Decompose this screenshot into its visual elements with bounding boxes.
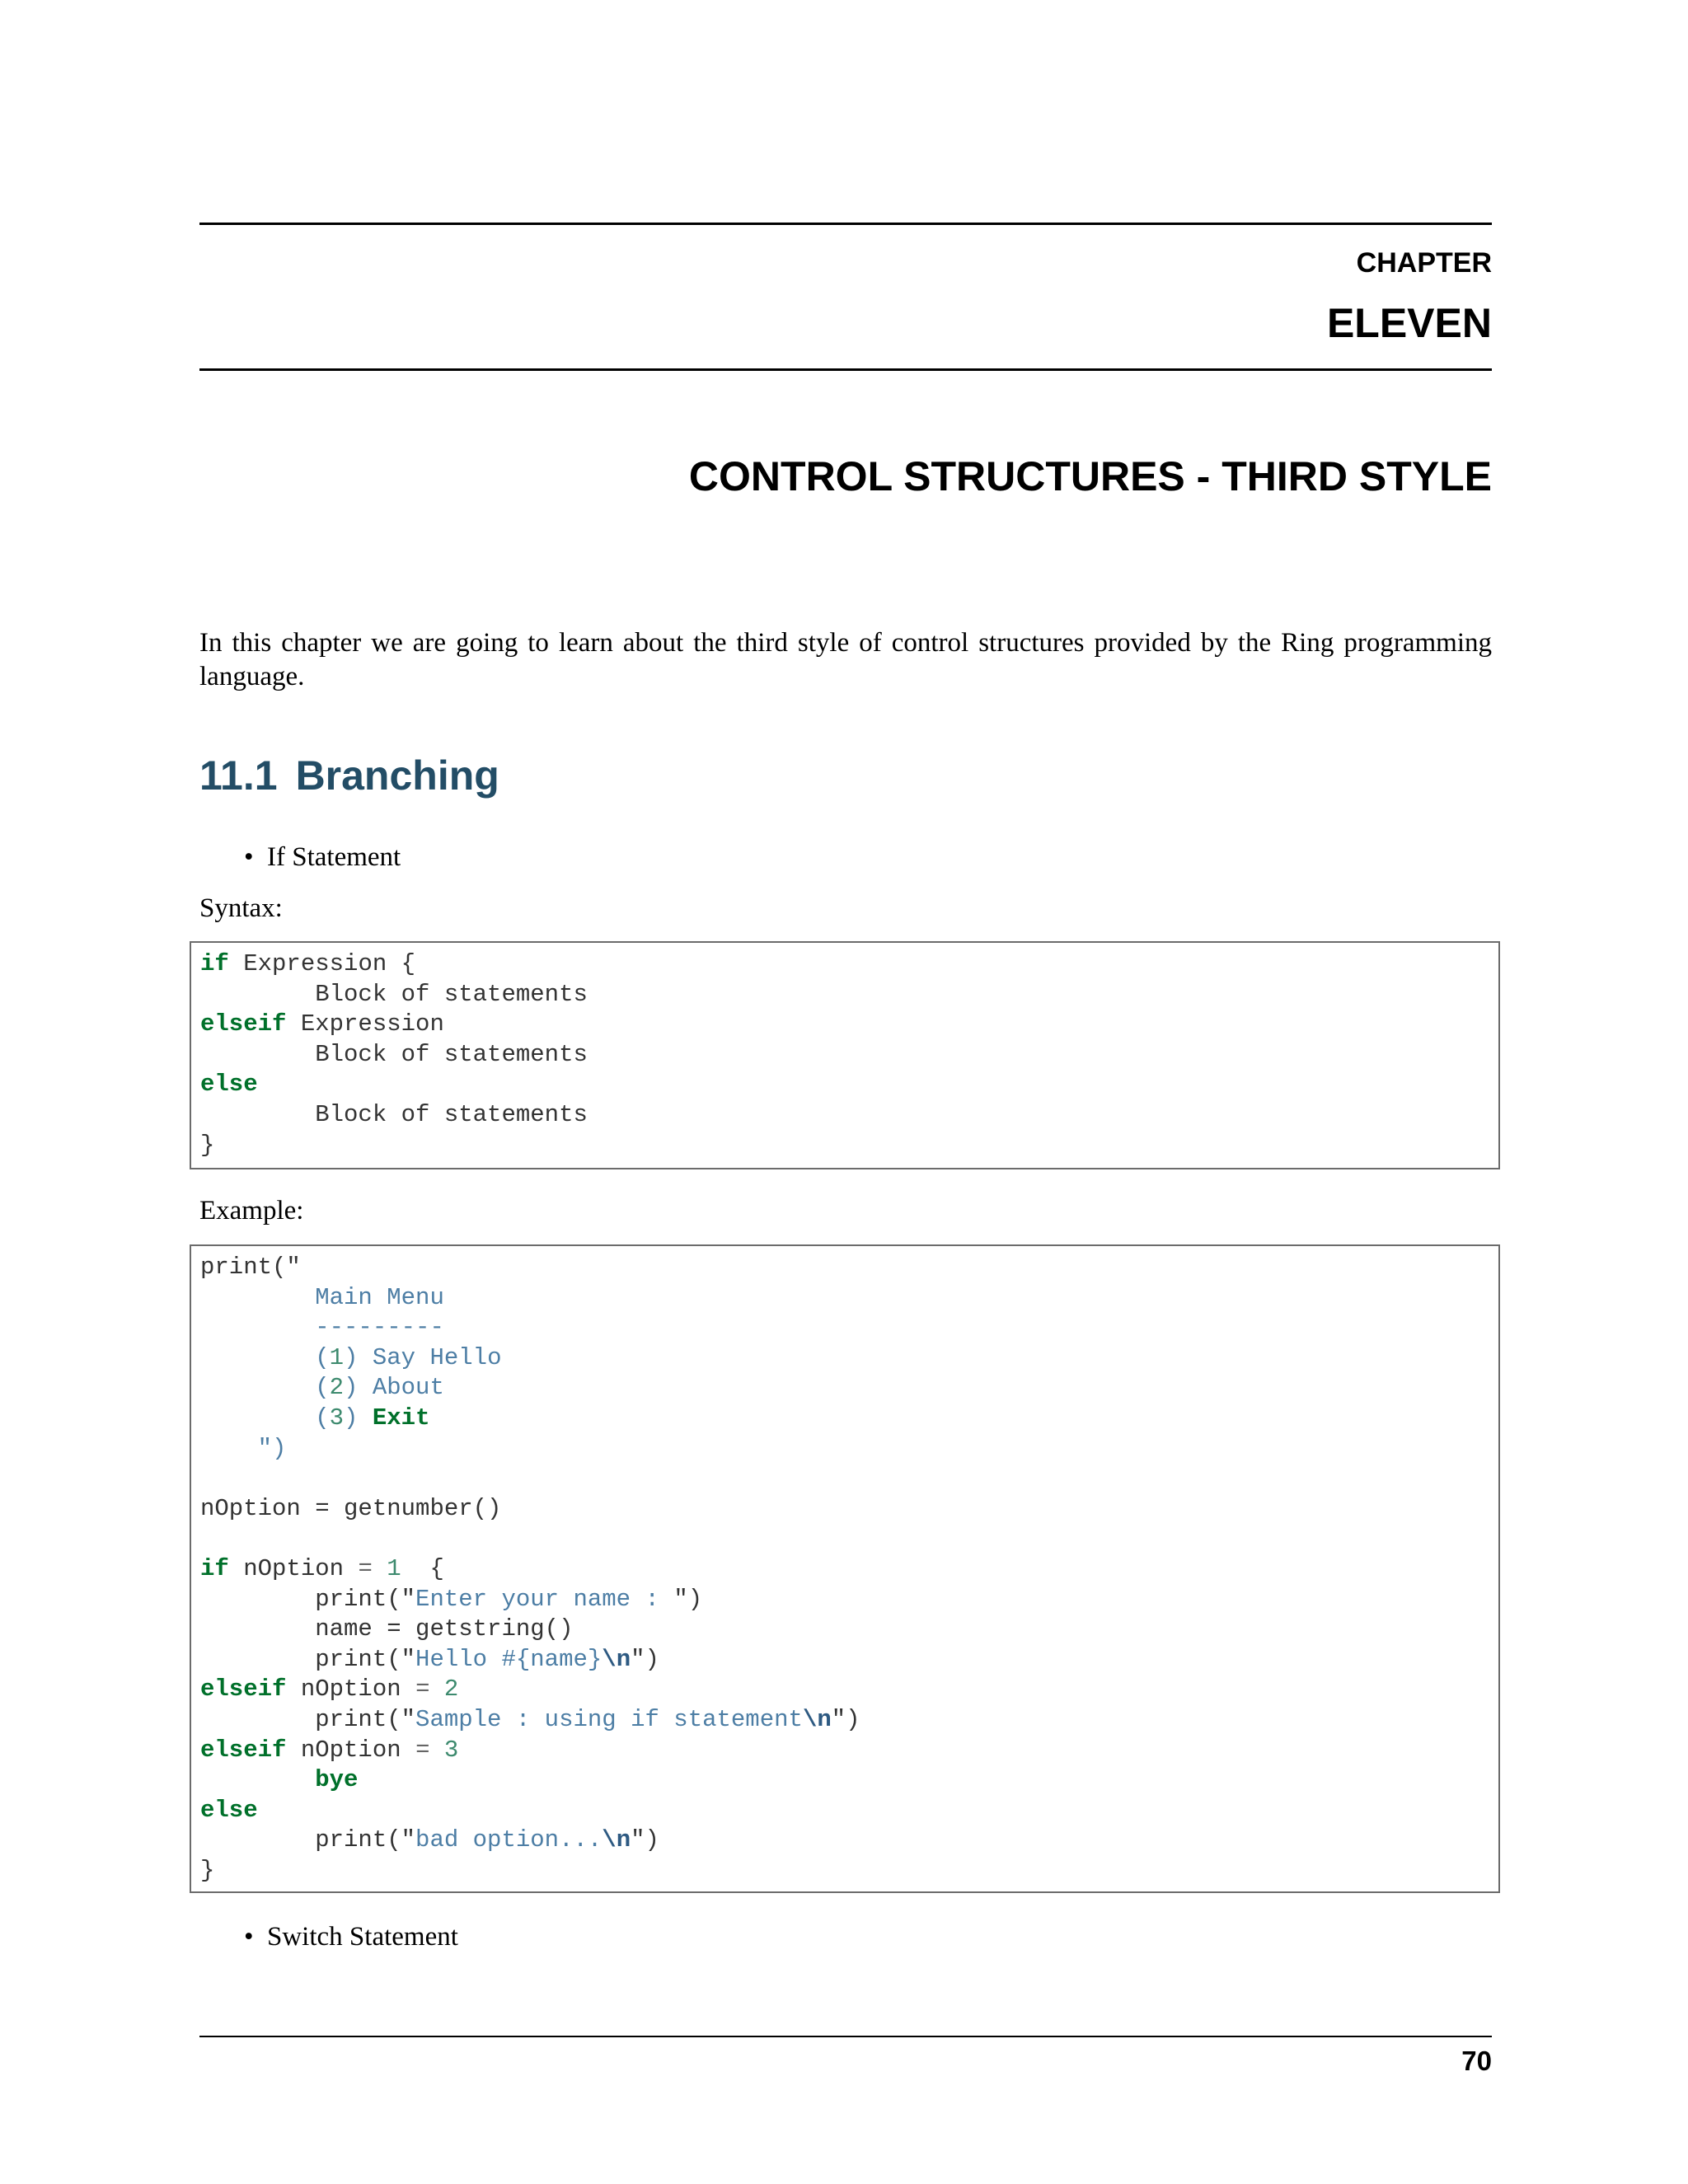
code-line: if nOption = 1 { <box>200 1554 444 1582</box>
chapter-bottom-rule <box>199 368 1492 371</box>
code-line: nOption = getnumber() <box>200 1494 502 1522</box>
bullet-switch-statement <box>244 1922 458 1952</box>
code-line: print("Sample : using if statement\n") <box>200 1705 860 1733</box>
code-line: Block of statements <box>200 1100 588 1128</box>
syntax-label: Syntax: <box>199 893 283 923</box>
syntax-code-block <box>190 941 1500 1169</box>
section-heading <box>199 752 499 799</box>
code-line: } <box>200 1856 215 1884</box>
bullet-if-statement <box>244 842 401 873</box>
code-line: print("Hello #{name}\n") <box>200 1645 659 1673</box>
code-line: print("bad option...\n") <box>200 1826 659 1854</box>
code-line: bye <box>315 1766 359 1794</box>
code-line: (1) Say Hello <box>200 1343 502 1371</box>
section-number: 11.1 <box>199 752 278 799</box>
code-line: elseif nOption = 3 <box>200 1736 459 1764</box>
code-line: (3) Exit <box>200 1404 430 1432</box>
code-line: print("Enter your name : ") <box>200 1585 703 1613</box>
code-line: elseif Expression <box>200 1010 444 1038</box>
footer-rule <box>199 2036 1492 2037</box>
chapter-title: CONTROL STRUCTURES - THIRD STYLE <box>688 453 1492 499</box>
example-code-block <box>190 1244 1500 1893</box>
code-line: else <box>200 1796 258 1824</box>
bullet-label: If Statement <box>267 842 401 872</box>
intro-paragraph: In this chapter we are going to learn about the third style of control structures provided by the Ring programming language. <box>199 628 1492 691</box>
chapter-top-rule <box>199 223 1492 225</box>
code-line: ") <box>200 1434 287 1462</box>
code-line: else <box>200 1071 258 1099</box>
chapter-label: CHAPTER <box>1356 247 1492 279</box>
code-line: Block of statements <box>200 1040 588 1068</box>
code-line: --------- <box>200 1314 444 1342</box>
section-title: Branching <box>295 752 499 799</box>
code-line: (2) About <box>200 1374 444 1402</box>
chapter-number: ELEVEN <box>1326 300 1492 346</box>
code-line: } <box>200 1131 215 1159</box>
page-number: 70 <box>1461 2046 1492 2076</box>
code-line: Main Menu <box>200 1283 444 1311</box>
code-line: if Expression { <box>200 950 416 977</box>
example-label: Example: <box>199 1196 304 1226</box>
code-line: name = getstring() <box>200 1615 574 1643</box>
code-line: elseif nOption = 2 <box>200 1675 459 1704</box>
code-line: Block of statements <box>200 980 588 1008</box>
bullet-label: Switch Statement <box>267 1922 458 1952</box>
bullet-dot-icon: • <box>244 1922 254 1952</box>
bullet-dot-icon: • <box>244 842 254 872</box>
code-line: print(" <box>200 1254 301 1281</box>
